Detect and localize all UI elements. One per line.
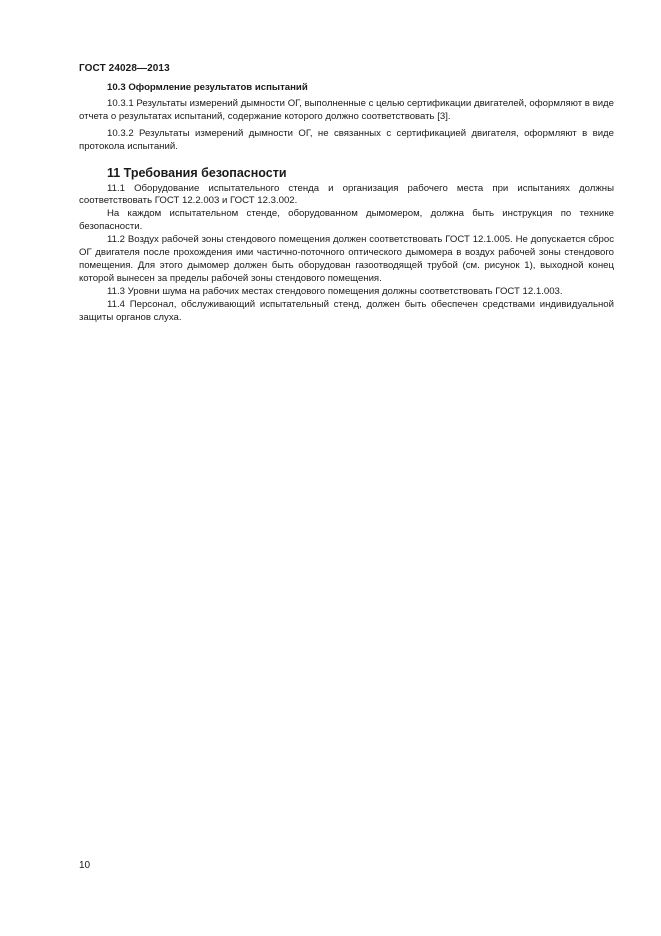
document-body — [79, 82, 614, 325]
paragraph-10-3-1: 10.3.1 Результаты измерений дымности ОГ, выполненные с целью сертификации двигателей, оформляют в виде отчета о результатах испытаний, содержание которого должно соответствовать [3]. — [79, 97, 614, 122]
subsection-heading-10-3: 10.3 Оформление результатов испытаний — [107, 82, 308, 93]
paragraph-11-4: 11.4 Персонал, обслуживающий испытательный стенд, должен быть обеспечен средствами индивидуальной защиты органов слуха. — [79, 298, 614, 323]
paragraph-11-1: 11.1 Оборудование испытательного стенда и организация рабочего места при испытаниях должны соответствовать ГОСТ 12.2.003 и ГОСТ 12.3.002. — [79, 182, 614, 207]
paragraph-11-3: 11.3 Уровни шума на рабочих местах стендового помещения должны соответствовать ГОСТ 12.1.003. — [107, 285, 563, 297]
paragraph-11-1-safety-instruction: На каждом испытательном стенде, оборудованном дымомером, должна быть инструкция по технике безопасности. — [79, 208, 614, 233]
document-header: ГОСТ 24028—2013 — [79, 63, 170, 74]
paragraph-11-2: 11.2 Воздух рабочей зоны стендового помещения должен соответствовать ГОСТ 12.1.005. Не допускается сброс ОГ двигателя после прохождения ими частично-поточного оптического дымомера в воздух рабочей зоны стендового помещения. Для этого дымомер должен быть оборудован газоотводящей трубой (см. рисунок 1), выходной конец которой вынесен за пределы рабочей зоны стендового помещения. — [79, 234, 614, 284]
paragraph-10-3-2: 10.3.2 Результаты измерений дымности ОГ, не связанных с сертификацией двигателя, оформляют в виде протокола испытаний. — [79, 127, 614, 152]
page-number: 10 — [79, 860, 91, 871]
section-heading-11: 11 Требования безопасности — [107, 165, 287, 180]
